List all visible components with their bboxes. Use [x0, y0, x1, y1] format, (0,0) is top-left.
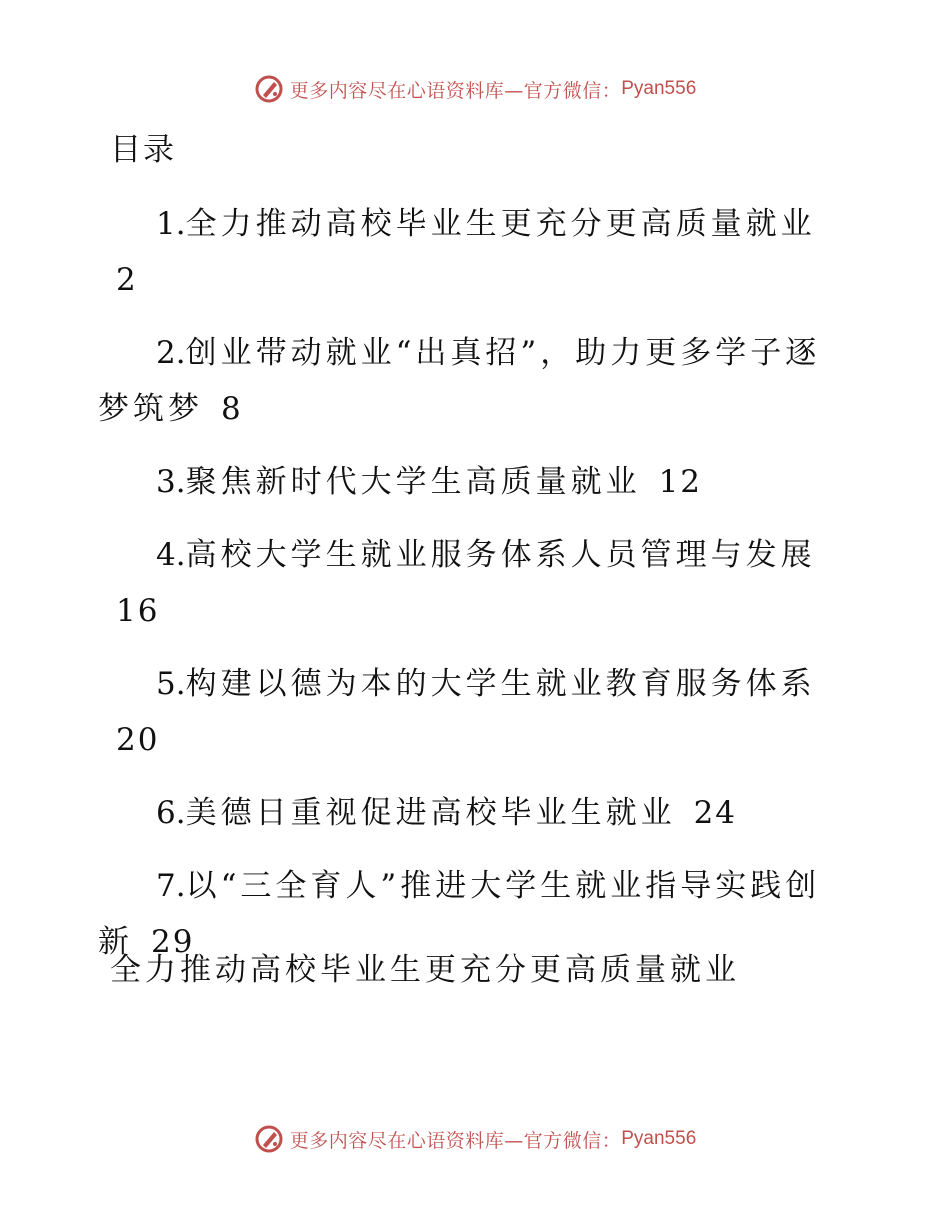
toc-item-page: 20 — [116, 722, 160, 758]
section-title: 全力推动高校毕业生更充分更高质量就业 — [110, 952, 740, 988]
toc-item-number: 4. — [156, 537, 186, 573]
toc-item-page: 8 — [221, 391, 243, 427]
watermark-text: 更多内容尽在心语资料库—官方微信： — [289, 1129, 622, 1152]
toc-item-title: 全力推动高校毕业生更充分更高质量就业 — [185, 206, 816, 242]
pen-logo-icon — [254, 1124, 284, 1154]
watermark-id: Pyan556 — [621, 1128, 697, 1149]
toc-item-number: 6. — [156, 795, 186, 831]
toc-item-5[interactable] — [98, 656, 843, 768]
toc-item-title: 构建以德为本的大学生就业教育服务体系 — [185, 666, 816, 702]
toc-item-title: 聚焦新时代大学生高质量就业 — [185, 464, 641, 500]
toc-item-2[interactable] — [98, 325, 843, 437]
toc-item-page: 24 — [693, 795, 738, 831]
header-watermark — [0, 74, 950, 104]
toc-item-title: 创业带动就业“出真招”，助力更多学子逐梦筑梦 — [98, 335, 821, 427]
footer-watermark — [0, 1124, 950, 1154]
toc-item-3[interactable] — [98, 454, 843, 510]
toc-item-title: 高校大学生就业服务体系人员管理与发展 — [185, 537, 816, 573]
toc-item-page: 12 — [658, 464, 703, 500]
pen-logo-icon — [254, 74, 284, 104]
toc-item-4[interactable] — [98, 527, 843, 639]
toc-item-number: 5. — [156, 666, 186, 702]
toc-item-number: 3. — [156, 464, 186, 500]
toc-item-page: 16 — [116, 593, 160, 629]
toc-heading: 目录 — [110, 132, 176, 168]
toc-item-page: 29 — [151, 924, 195, 960]
toc-item-page: 2 — [116, 262, 138, 298]
toc-item-number: 7. — [156, 868, 186, 904]
watermark-id: Pyan556 — [621, 78, 697, 99]
toc-list — [98, 196, 843, 987]
watermark-text: 更多内容尽在心语资料库—官方微信： — [289, 79, 622, 102]
toc-item-6[interactable] — [98, 785, 843, 841]
toc-item-1[interactable] — [98, 196, 843, 308]
toc-item-title: 以“三全育人”推进大学生就业指导实践创新 — [98, 868, 821, 960]
toc-item-number: 2. — [156, 335, 186, 371]
toc-item-title: 美德日重视促进高校毕业生就业 — [185, 795, 676, 831]
toc-item-number: 1. — [156, 206, 186, 242]
